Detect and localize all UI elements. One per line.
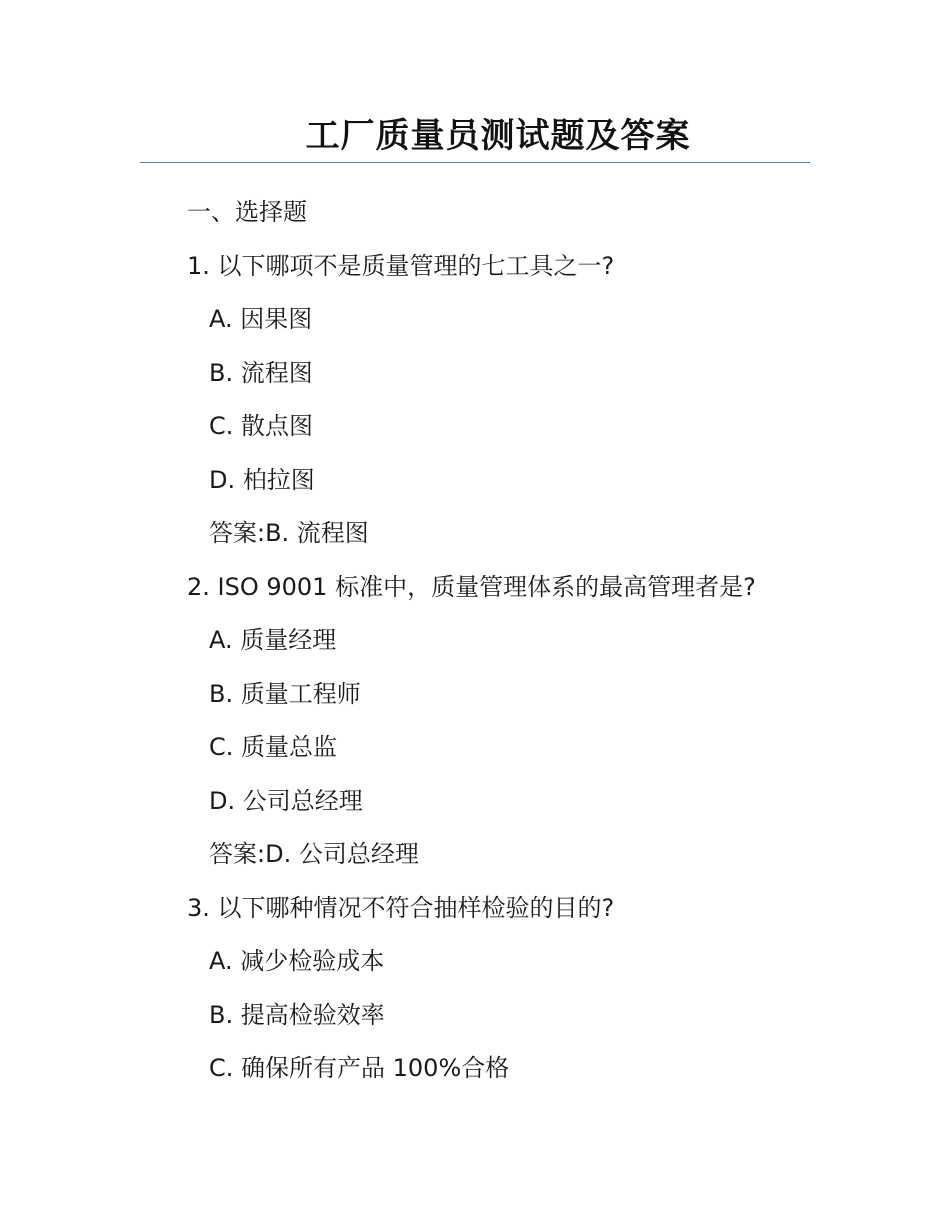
question-3: 3. 以下哪种情况不符合抽样检验的目的? — [187, 894, 615, 922]
question-2-answer: 答案:D. 公司总经理 — [209, 840, 419, 868]
question-3-option-c: C. 确保所有产品 100%合格 — [209, 1054, 510, 1082]
question-3-option-a: A. 减少检验成本 — [209, 947, 385, 975]
question-1-option-d: D. 柏拉图 — [209, 466, 315, 494]
question-3-option-b: B. 提高检验效率 — [209, 1001, 385, 1029]
question-2-option-d: D. 公司总经理 — [209, 787, 363, 815]
question-1-option-b: B. 流程图 — [209, 359, 313, 387]
question-2-option-b: B. 质量工程师 — [209, 680, 361, 708]
title-underline — [140, 162, 810, 163]
question-2: 2. ISO 9001 标准中，质量管理体系的最高管理者是? — [187, 573, 756, 601]
question-1-answer: 答案:B. 流程图 — [209, 519, 369, 547]
question-2-option-a: A. 质量经理 — [209, 626, 337, 654]
question-2-option-c: C. 质量总监 — [209, 733, 338, 761]
question-1-option-a: A. 因果图 — [209, 305, 313, 333]
section-heading: 一、选择题 — [187, 198, 307, 226]
question-1-option-c: C. 散点图 — [209, 412, 314, 440]
document-title: 工厂质量员测试题及答案 — [305, 116, 691, 156]
question-1: 1. 以下哪项不是质量管理的七工具之一? — [187, 252, 615, 280]
